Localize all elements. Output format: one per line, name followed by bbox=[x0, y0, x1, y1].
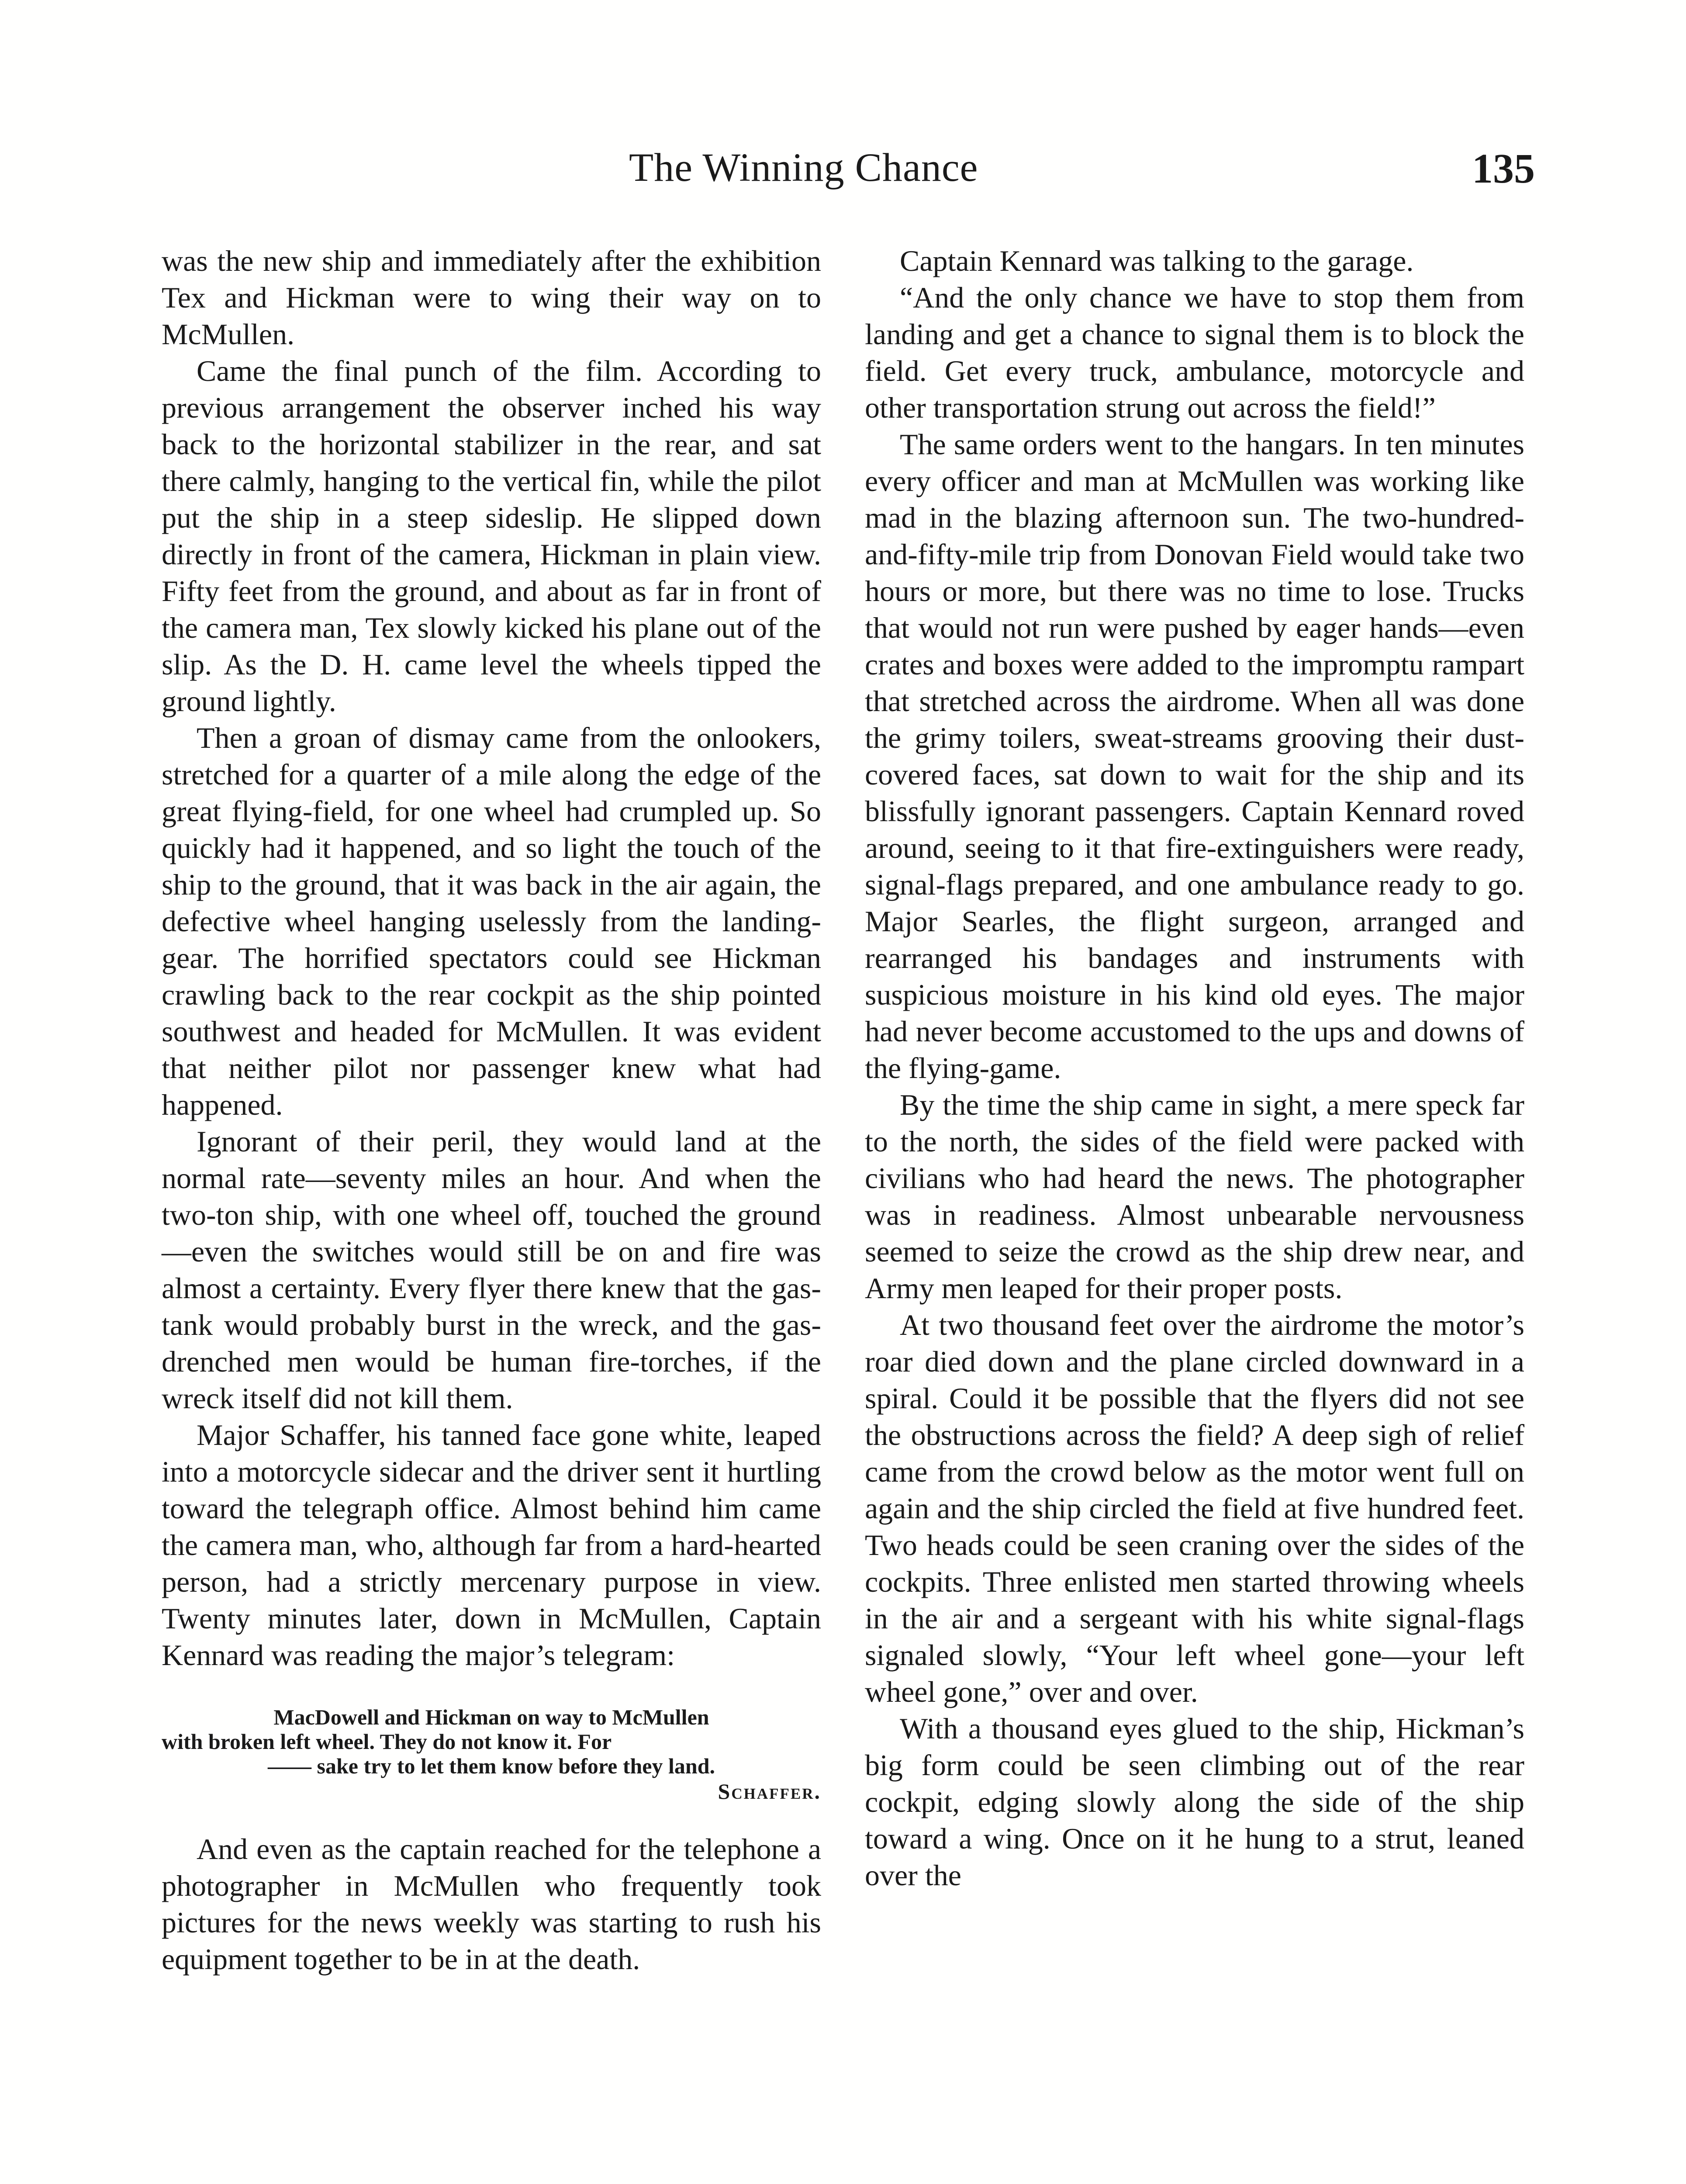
telegram-quote bbox=[162, 1705, 821, 1804]
page-number: 135 bbox=[1472, 145, 1535, 192]
paragraph: With a thousand eyes glued to the ship, Hickman’s big form could be seen climbing out of the rear cockpit, edging slowly along the side of the ship toward a wing. Once on it he hung to a strut, leaned over the bbox=[865, 1712, 1524, 1892]
paragraph: By the time the ship came in sight, a mere speck far to the north, the sides of the field were packed with civilians who had heard the news. The photographer was in readiness. Almost unbearable nervousness seemed to seize the crowd as the ship drew near, and Army men leaped for their proper posts. bbox=[865, 1088, 1524, 1305]
telegram-signature: Schaffer. bbox=[718, 1779, 821, 1804]
paragraph: “And the only chance we have to stop them from landing and get a chance to signal them is to block the field. Get every truck, ambulance, motorcycle and other transportation strung out across the field!” bbox=[865, 281, 1524, 424]
right-column bbox=[865, 242, 1524, 1894]
paragraph: And even as the captain reached for the telephone a photographer in McMullen who frequently took pictures for the news weekly was starting to rush his equipment together to be in at the death. bbox=[162, 1832, 821, 1976]
paragraph: was the new ship and immediately after the exhibition Tex and Hickman were to wing their way on to McMullen. bbox=[162, 244, 821, 351]
telegram-line: —— sake try to let them know before they land. bbox=[268, 1754, 715, 1778]
paragraph: Then a groan of dismay came from the onlookers, stretched for a quarter of a mile along the edge of the great flying-field, for one wheel had crumpled up. So quickly had it happened, and so light the touch of the ship to the ground, that it was back in the air again, the defective wheel hanging uselessly from the landing-gear. The horrified spectators could see Hickman crawling back to the rear cockpit as the ship pointed southwest and headed for McMullen. It was evident that neither pilot nor passenger knew what had happened. bbox=[162, 721, 821, 1121]
paragraph: At two thousand feet over the airdrome the motor’s roar died down and the plane circled downward in a spiral. Could it be possible that the flyers did not see the obstructions across the field? A deep sigh of relief came from the crowd below as the motor went full on again and the ship circled the field at five hundred feet. Two heads could be seen craning over the sides of the cockpits. Three enlisted men started throwing wheels in the air and a sergeant with his white signal-flags signaled slowly, “Your left wheel gone—your left wheel gone,” over and over. bbox=[865, 1308, 1524, 1708]
paragraph: The same orders went to the hangars. In ten minutes every officer and man at McMullen was working like mad in the blazing afternoon sun. The two-hundred-and-fifty-mile trip from Donovan Field would take two hours or more, but there was no time to lose. Trucks that would not run were pushed by eager hands—even crates and boxes were added to the impromptu rampart that stretched across the airdrome. When all was done the grimy toilers, sweat-streams grooving their dust-covered faces, sat down to wait for the ship and its blissfully ignorant passengers. Captain Kennard roved around, seeing to it that fire-extinguishers were ready, signal-flags prepared, and one ambulance ready to go. Major Searles, the flight surgeon, arranged and rearranged his bandages and instruments with suspicious moisture in his kind old eyes. The major had never become accustomed to the ups and downs of the flying-game. bbox=[865, 428, 1524, 1085]
telegram-line: MacDowell and Hickman on way to McMullen bbox=[273, 1705, 709, 1729]
paragraph: Captain Kennard was talking to the garage. bbox=[900, 244, 1414, 277]
paragraph: Major Schaffer, his tanned face gone white, leaped into a motorcycle sidecar and the driver sent it hurtling toward the telegraph office. Almost behind him came the camera man, who, although far from a hard-hearted person, had a strictly mercenary purpose in view. Twenty minutes later, down in McMullen, Captain Kennard was reading the major’s telegram: bbox=[162, 1418, 821, 1672]
telegram-line: with broken left wheel. They do not know it. For bbox=[162, 1729, 612, 1754]
paragraph: Ignorant of their peril, they would land at the normal rate—seventy miles an hour. And when the two-ton ship, with one wheel off, touched the ground—even the switches would still be on and fire was almost a certainty. Every flyer there knew that the gas-tank would probably burst in the wreck, and the gas-drenched men would be human fire-torches, if the wreck itself did not kill them. bbox=[162, 1125, 821, 1415]
running-head: The Winning Chance bbox=[629, 145, 978, 190]
paragraph: Came the final punch of the film. According to previous arrangement the observer inched his way back to the horizontal stabilizer in the rear, and sat there calmly, hanging to the vertical fin, while the pilot put the ship in a steep sideslip. He slipped down directly in front of the camera, Hickman in plain view. Fifty feet from the ground, and about as far in front of the camera man, Tex slowly kicked his plane out of the slip. As the D. H. came level the wheels tipped the ground lightly. bbox=[162, 354, 821, 718]
left-column bbox=[162, 242, 821, 1977]
